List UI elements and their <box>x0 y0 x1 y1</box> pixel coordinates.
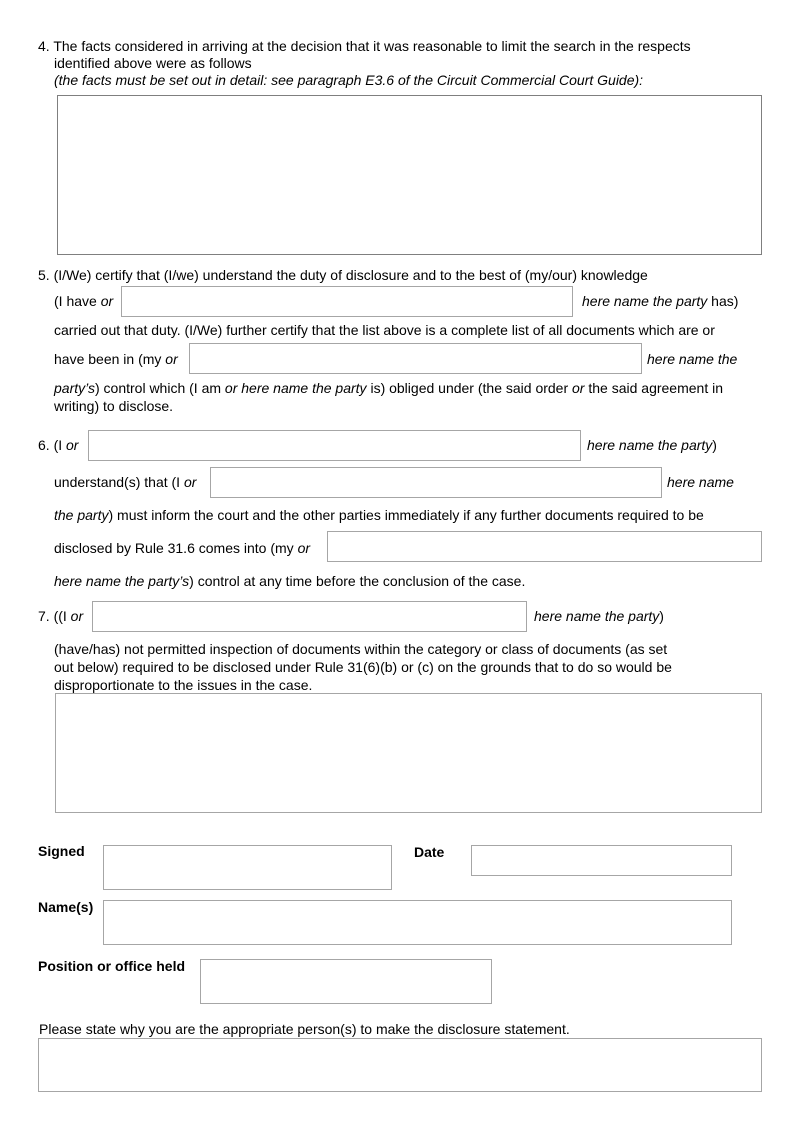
s5-line2-start: (I have or <box>54 293 114 309</box>
s6-line5: here name the party’s) control at any time before the conclusion of the case. <box>54 573 526 589</box>
position-input[interactable] <box>200 959 492 1004</box>
party-name-input-1[interactable] <box>121 286 573 317</box>
s4-line3: (the facts must be set out in detail: see paragraph E3.6 of the Circuit Commercial Court Guide): <box>54 72 644 88</box>
s5-line4-end: here name the <box>647 351 738 367</box>
s6-line1-start: 6. (I or <box>38 437 79 453</box>
party-name-input-5[interactable] <box>327 531 762 562</box>
s7-line2: (have/has) not permitted inspection of documents within the category or class of documents (as set <box>54 641 668 657</box>
names-input[interactable] <box>103 900 732 945</box>
s6-line1-end: here name the party) <box>587 437 717 453</box>
s5-line2-end: here name the party has) <box>582 293 739 309</box>
s5-line4-start: have been in (my or <box>54 351 178 367</box>
facts-textarea[interactable] <box>57 95 762 255</box>
s7-line3: out below) required to be disclosed under Rule 31(6)(b) or (c) on the grounds that to do so would be <box>54 659 672 675</box>
names-label: Name(s) <box>38 899 94 915</box>
s6-line2-start: understand(s) that (I or <box>54 474 197 490</box>
s7-line1-end: here name the party) <box>534 608 664 624</box>
party-name-input-4[interactable] <box>210 467 662 498</box>
s4-line1: 4. The facts considered in arriving at the decision that it was reasonable to limit the search in the respects <box>38 38 691 54</box>
why-textarea[interactable] <box>38 1038 762 1092</box>
why-label: Please state why you are the appropriate person(s) to make the disclosure statement. <box>39 1021 570 1037</box>
party-name-input-3[interactable] <box>88 430 581 461</box>
s6-line3: the party) must inform the court and the other parties immediately if any further documents required to be <box>54 507 704 523</box>
party-name-input-2[interactable] <box>189 343 642 374</box>
s5-line5: party’s) control which (I am or here name the party is) obliged under (the said order or the said agreement in <box>54 380 723 396</box>
inspection-textarea[interactable] <box>55 693 762 813</box>
s5-line1: 5. (I/We) certify that (I/we) understand the duty of disclosure and to the best of (my/our) knowledge <box>38 267 648 283</box>
date-input[interactable] <box>471 845 732 876</box>
s7-line4: disproportionate to the issues in the case. <box>54 677 313 693</box>
party-name-input-6[interactable] <box>92 601 527 632</box>
s6-line4: disclosed by Rule 31.6 comes into (my or <box>54 540 311 556</box>
s5-line6: writing) to disclose. <box>54 398 174 414</box>
s7-line1-start: 7. ((I or <box>38 608 84 624</box>
s4-line2: identified above were as follows <box>54 55 252 71</box>
date-label: Date <box>414 844 445 860</box>
s5-line3: carried out that duty. (I/We) further certify that the list above is a complete list of all documents which are or <box>54 322 715 338</box>
signed-input[interactable] <box>103 845 392 890</box>
position-label: Position or office held <box>38 958 186 974</box>
s6-line2-end: here name <box>667 474 734 490</box>
signed-label: Signed <box>38 843 85 859</box>
